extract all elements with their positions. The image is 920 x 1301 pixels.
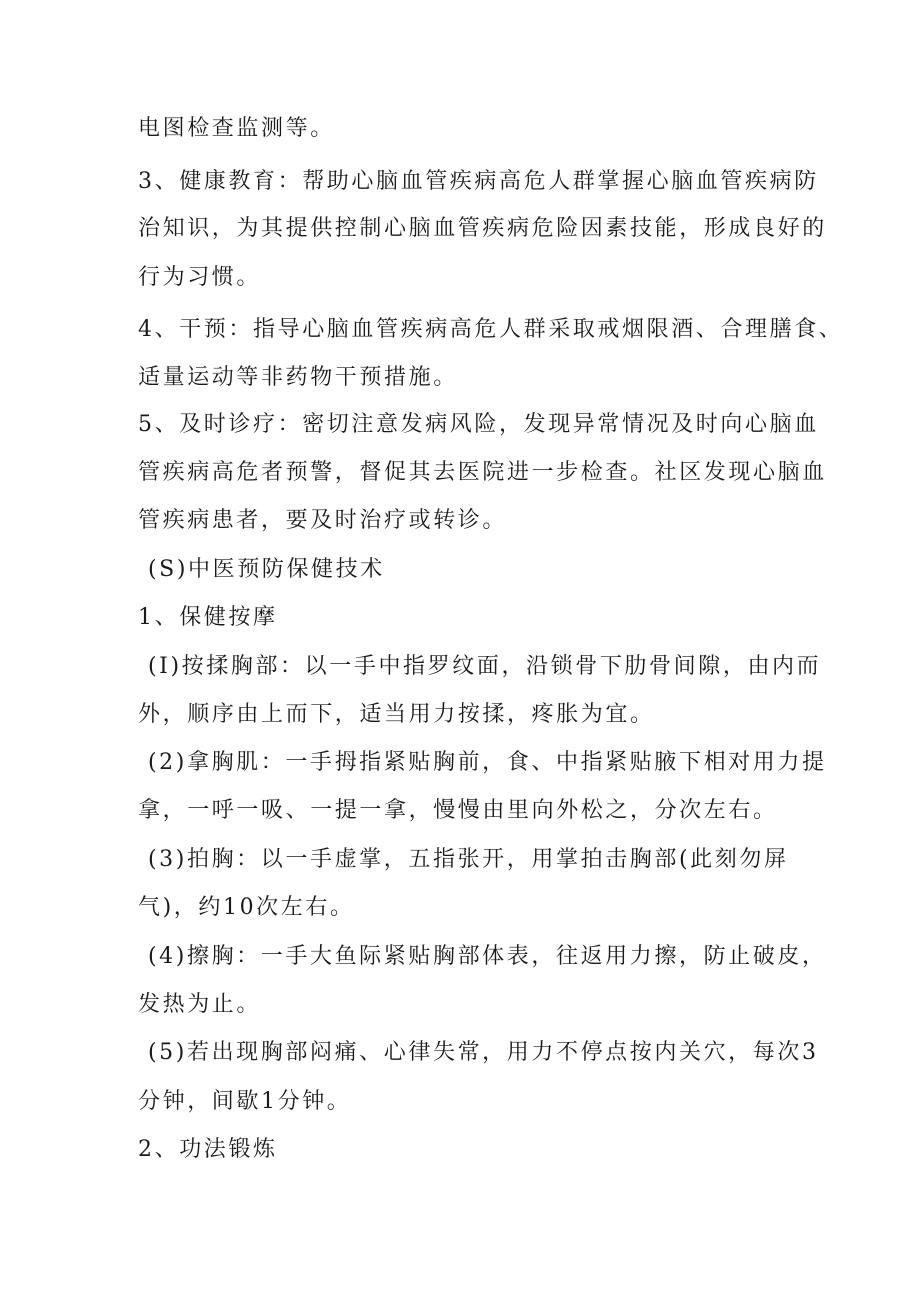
text-line: 管疾病患者，要及时治疗或转诊。 bbox=[138, 508, 508, 533]
text-line: 外，顺序由上而下，适当用力按揉，疼胀为宜。 bbox=[138, 702, 655, 727]
text-line: 行为习惯。 bbox=[138, 265, 262, 290]
text-line: (5)若出现胸部闷痛、心律失常，用力不停点按内关穴，每次3 bbox=[148, 1040, 819, 1065]
text-line: 4、干预：指导心脑血管疾病高危人群采取戒烟限酒、合理膳食、 bbox=[138, 317, 844, 342]
text-line: 管疾病高危者预警，督促其去医院进一步检查。社区发现心脑血 bbox=[138, 460, 827, 485]
text-line: 适量运动等非药物干预措施。 bbox=[138, 365, 458, 390]
text-line: (2)拿胸肌：一手拇指紧贴胸前，食、中指紧贴腋下相对用力提 bbox=[148, 750, 827, 775]
text-line: 治知识，为其提供控制心脑血管疾病危险因素技能，形成良好的 bbox=[138, 216, 827, 241]
text-line: 气)，约10次左右。 bbox=[138, 895, 355, 920]
text-line: 分钟，间歇1分钟。 bbox=[138, 1089, 352, 1114]
subsection-heading: 2、功法锻炼 bbox=[138, 1137, 278, 1162]
section-heading: (S)中医预防保健技术 bbox=[148, 557, 385, 582]
text-line: 电图检查监测等。 bbox=[138, 116, 335, 141]
text-line: (I)按揉胸部：以一手中指罗纹面，沿锁骨下肋骨间隙，由内而 bbox=[148, 654, 822, 679]
text-line: 拿，一呼一吸、一提一拿，慢慢由里向外松之，分次左右。 bbox=[138, 798, 778, 823]
text-line: 3、健康教育：帮助心脑血管疾病高危人群掌握心脑血管疾病防 bbox=[138, 169, 819, 194]
text-line: 发热为止。 bbox=[138, 992, 262, 1017]
text-line: (4)擦胸：一手大鱼际紧贴胸部体表，往返用力擦，防止破皮， bbox=[148, 944, 827, 969]
subsection-heading: 1、保健按摩 bbox=[138, 605, 278, 630]
text-line: (3)拍胸：以一手虚掌，五指张开，用掌拍击胸部(此刻勿屏 bbox=[148, 847, 789, 872]
text-line: 5、及时诊疗：密切注意发病风险，发现异常情况及时向心脑血 bbox=[138, 412, 819, 437]
